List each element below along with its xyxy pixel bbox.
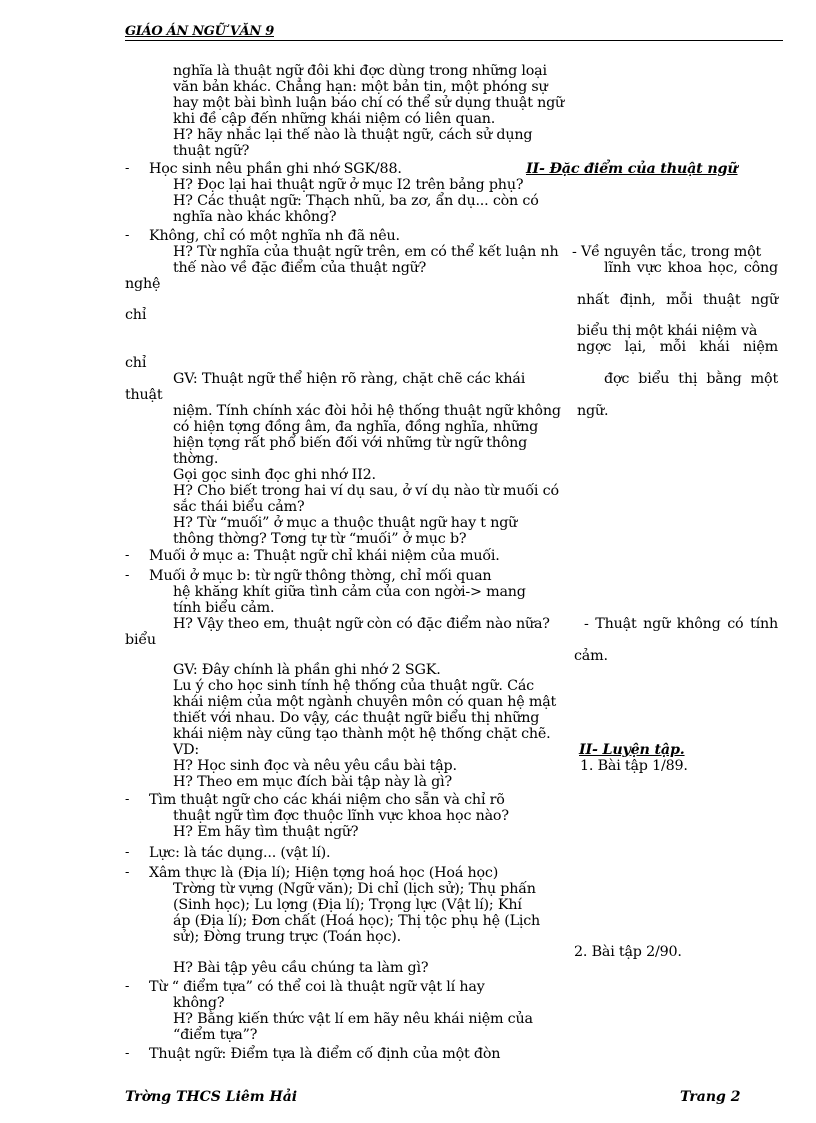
text-line: nghĩa là thuật ngữ đôi khi đợc dùng trong những loại (173, 63, 547, 79)
text-line: H? Học sinh đọc và nêu yêu cầu bài tập. (173, 758, 457, 774)
text-line: H? Các thuật ngữ: Thạch nhũ, ba zơ, ẩn dụ... còn có (173, 193, 539, 209)
text-line: H? Từ “muối” ở mục a thuộc thuật ngữ hay t ngữ (173, 515, 518, 531)
text-line: hay một bài bình luận báo chí có thể sử dụng thuật ngữ (173, 95, 565, 111)
section-heading-characteristics: II- Đặc điểm của thuật ngữ (526, 161, 738, 177)
footer-school: Trờng THCS Liêm Hải (125, 1089, 298, 1105)
text-line: Muối ở mục a: Thuật ngữ chỉ khái niệm của muối. (149, 548, 500, 564)
text-line: Lu ý cho học sinh tính hệ thống của thuật ngữ. Các (173, 678, 534, 694)
bullet-dash: - (125, 979, 130, 994)
text-line: H? Bằng kiến thức vật lí em hãy nêu khái niệm của (173, 1011, 533, 1027)
text-line: Từ “ điểm tựa” có thể coi là thuật ngữ vật lí hay (149, 979, 485, 995)
text-line: thế nào về đặc điểm của thuật ngữ? (173, 260, 427, 276)
section-heading-practice: II- Luyện tập. (579, 742, 685, 758)
text-line: H? hãy nhắc lại thế nào là thuật ngữ, cách sử dụng (173, 127, 533, 143)
text-line: có hiện tợng đồng âm, đa nghĩa, đồng nghĩa, những (173, 419, 539, 435)
text-line: áp (Địa lí); Đơn chất (Hoá học); Thị tộc phụ hệ (Lịch (173, 913, 541, 929)
text-line: Gọi gọc sinh đọc ghi nhớ II2. (173, 467, 376, 483)
text-line: Không, chỉ có một nghĩa nh đã nêu. (149, 228, 400, 244)
text-line: lĩnh vực khoa học, công (604, 260, 778, 276)
text-line: H? Đọc lại hai thuật ngữ ở mục I2 trên bảng phụ? (173, 177, 524, 193)
text-line: sắc thái biểu cảm? (173, 499, 305, 515)
text-line: nghệ (125, 276, 161, 292)
text-line: Xâm thực là (Địa lí); Hiện tợng hoá học (Hoá học) (149, 865, 499, 881)
text-line: H? Theo em mục đích bài tập này là gì? (173, 774, 452, 790)
bullet-dash: - (125, 1046, 130, 1061)
text-line: Thuật ngữ: Điểm tựa là điểm cố định của một đòn (149, 1046, 501, 1062)
bullet-dash: - (125, 548, 130, 563)
text-line: niệm. Tính chính xác đòi hỏi hệ thống thuật ngữ không (173, 403, 561, 419)
text-line: GV: Thuật ngữ thể hiện rõ ràng, chặt chẽ các khái (173, 371, 526, 387)
text-line: hệ khăng khít giữa tình cảm của con ngời-> mang (173, 584, 526, 600)
text-line: khái niệm của một ngành chuyên môn có quan hệ mật (173, 694, 557, 710)
text-line: thuật ngữ? (173, 143, 250, 159)
text-line: H? Bài tập yêu cầu chúng ta làm gì? (173, 960, 429, 976)
text-line: cảm. (574, 648, 608, 664)
text-line: H? Cho biết trong hai ví dụ sau, ở ví dụ nào từ muối có (173, 483, 559, 499)
footer-page-number: Trang 2 (680, 1089, 741, 1105)
bullet-dash: - (125, 568, 130, 583)
text-line: thuật (125, 387, 163, 403)
text-line: chỉ (125, 307, 147, 323)
text-line: sử); Đờng trung trực (Toán học). (173, 929, 401, 945)
text-line: ngữ. (577, 403, 609, 419)
bullet-dash: - (125, 161, 130, 176)
text-line: Tìm thuật ngữ cho các khái niệm cho sẵn và chỉ rõ (149, 792, 505, 808)
text-line: Muối ở mục b: từ ngữ thông thờng, chỉ mối quan (149, 568, 492, 584)
text-line: nhất định, mỗi thuật ngữ (577, 292, 778, 308)
text-line: Trờng từ vựng (Ngữ văn); Di chỉ (lịch sử); Thụ phấn (173, 881, 536, 897)
text-line: - Về nguyên tắc, trong một (572, 244, 762, 260)
exercise-2-label: 2. Bài tập 2/90. (574, 944, 682, 960)
text-line: GV: Đây chính là phần ghi nhớ 2 SGK. (173, 662, 441, 678)
bullet-dash: - (125, 792, 130, 807)
text-line: H? Vậy theo em, thuật ngữ còn có đặc điểm nào nữa? (173, 616, 550, 632)
bullet-dash: - (125, 865, 130, 880)
text-line: không? (173, 995, 225, 1011)
exercise-1-label: 1. Bài tập 1/89. (580, 758, 688, 774)
text-line: tính biểu cảm. (173, 600, 275, 616)
text-line: VD: (173, 742, 200, 758)
text-line: Lực: là tác dụng... (vật lí). (149, 845, 331, 861)
text-line: (Sinh học); Lu lợng (Địa lí); Trọng lực (Vật lí); Khí (173, 897, 522, 913)
text-line: nghĩa nào khác không? (173, 209, 337, 225)
text-line: biểu (125, 632, 156, 648)
text-line: thiết với nhau. Do vậy, các thuật ngữ biểu thị những (173, 710, 540, 726)
text-line: chỉ (125, 355, 147, 371)
bullet-dash: - (125, 845, 130, 860)
text-line: hiện tợng rất phổ biến đối với những từ ngữ thông (173, 435, 528, 451)
text-line: đợc biểu thị bằng một (604, 371, 778, 387)
text-line: khi đề cập đến những khái niệm có liên quan. (173, 111, 496, 127)
text-line: thờng. (173, 451, 219, 467)
text-line: văn bản khác. Chẳng hạn: một bản tin, một phóng sự (173, 79, 548, 95)
text-line: ngợc lại, mỗi khái niệm (577, 339, 778, 355)
text-line: thông thờng? Tơng tự từ “muối” ở mục b? (173, 531, 467, 547)
bullet-dash: - (125, 228, 130, 243)
text-line: “điểm tựa”? (173, 1027, 258, 1043)
text-line: thuật ngữ tìm đợc thuộc lĩnh vực khoa học nào? (173, 808, 509, 824)
text-line: khái niệm này cũng tạo thành một hệ thống chặt chẽ. (173, 726, 551, 742)
text-line: - Thuật ngữ không có tính (584, 616, 778, 632)
page-header-title: GIÁO ÁN NGỮ VĂN 9 (125, 24, 274, 39)
text-line: biểu thị một khái niệm và (577, 323, 758, 339)
text-line: Học sinh nêu phần ghi nhớ SGK/88. (149, 161, 402, 177)
text-line: H? Em hãy tìm thuật ngữ? (173, 824, 359, 840)
header-rule (125, 40, 783, 41)
text-line: H? Từ nghĩa của thuật ngữ trên, em có thể kết luận nh (173, 244, 559, 260)
